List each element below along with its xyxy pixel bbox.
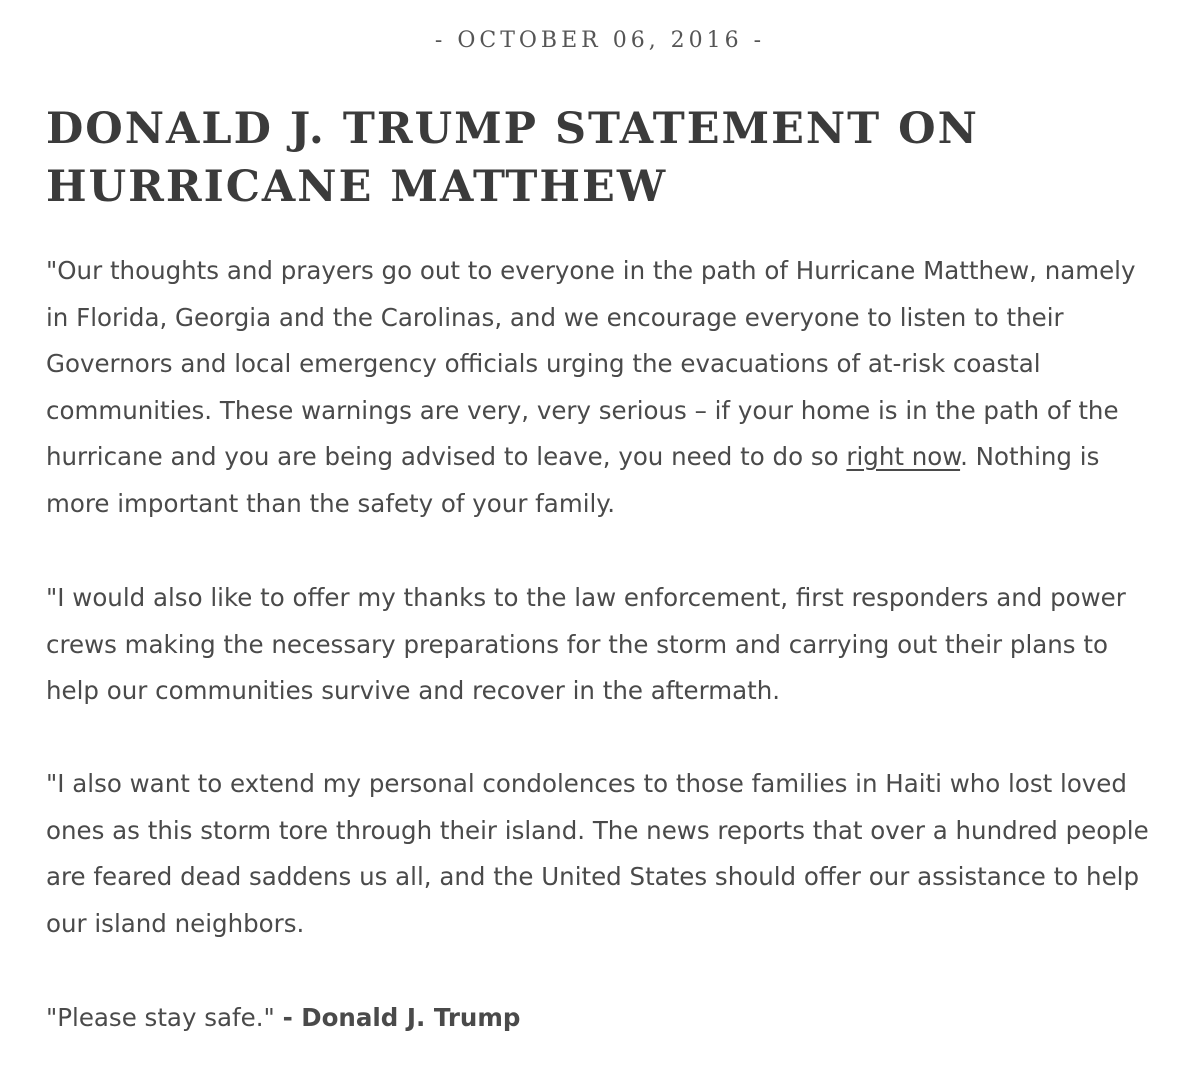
paragraph-1-text-start: "Our thoughts and prayers go out to everyone in the path of Hurricane Matthew, namely in Florida, Georgia and the Carolinas, and we encourage everyone to listen to their Governors and local emergency officials urging the evacuations of at-risk coastal communities. These warnings are very, very serious – if your home is in the path of the hurricane and you are being advised to leave, you need to do so <box>46 256 1136 471</box>
article-title: DONALD J. TRUMP STATEMENT ON HURRICANE MATTHEW <box>46 104 979 212</box>
closing-quote: "Please stay safe." <box>46 1003 283 1032</box>
paragraph-1-text-end: . Nothing is more important than the safety of your family. <box>46 442 1100 518</box>
article-date: - OCTOBER 06, 2016 - <box>434 28 766 53</box>
right-now-link[interactable]: right now <box>846 442 961 471</box>
signature: - Donald J. Trump <box>282 1003 521 1032</box>
statement-paragraph-3: "I also want to extend my personal condolences to those families in Haiti who lost loved ones as this storm tore through their island. The news reports that over a hundred people are feared dead saddens us all, and the United States should offer our assistance to help our island neighbors. <box>46 769 1149 938</box>
statement-paragraph-2: "I would also like to offer my thanks to the law enforcement, first responders and power crews making the necessary preparations for the storm and carrying out their plans to help our communities survive and recover in the aftermath. <box>46 583 1126 705</box>
closing-line <box>46 995 1156 1042</box>
statement-paragraph-1 <box>46 248 1156 527</box>
